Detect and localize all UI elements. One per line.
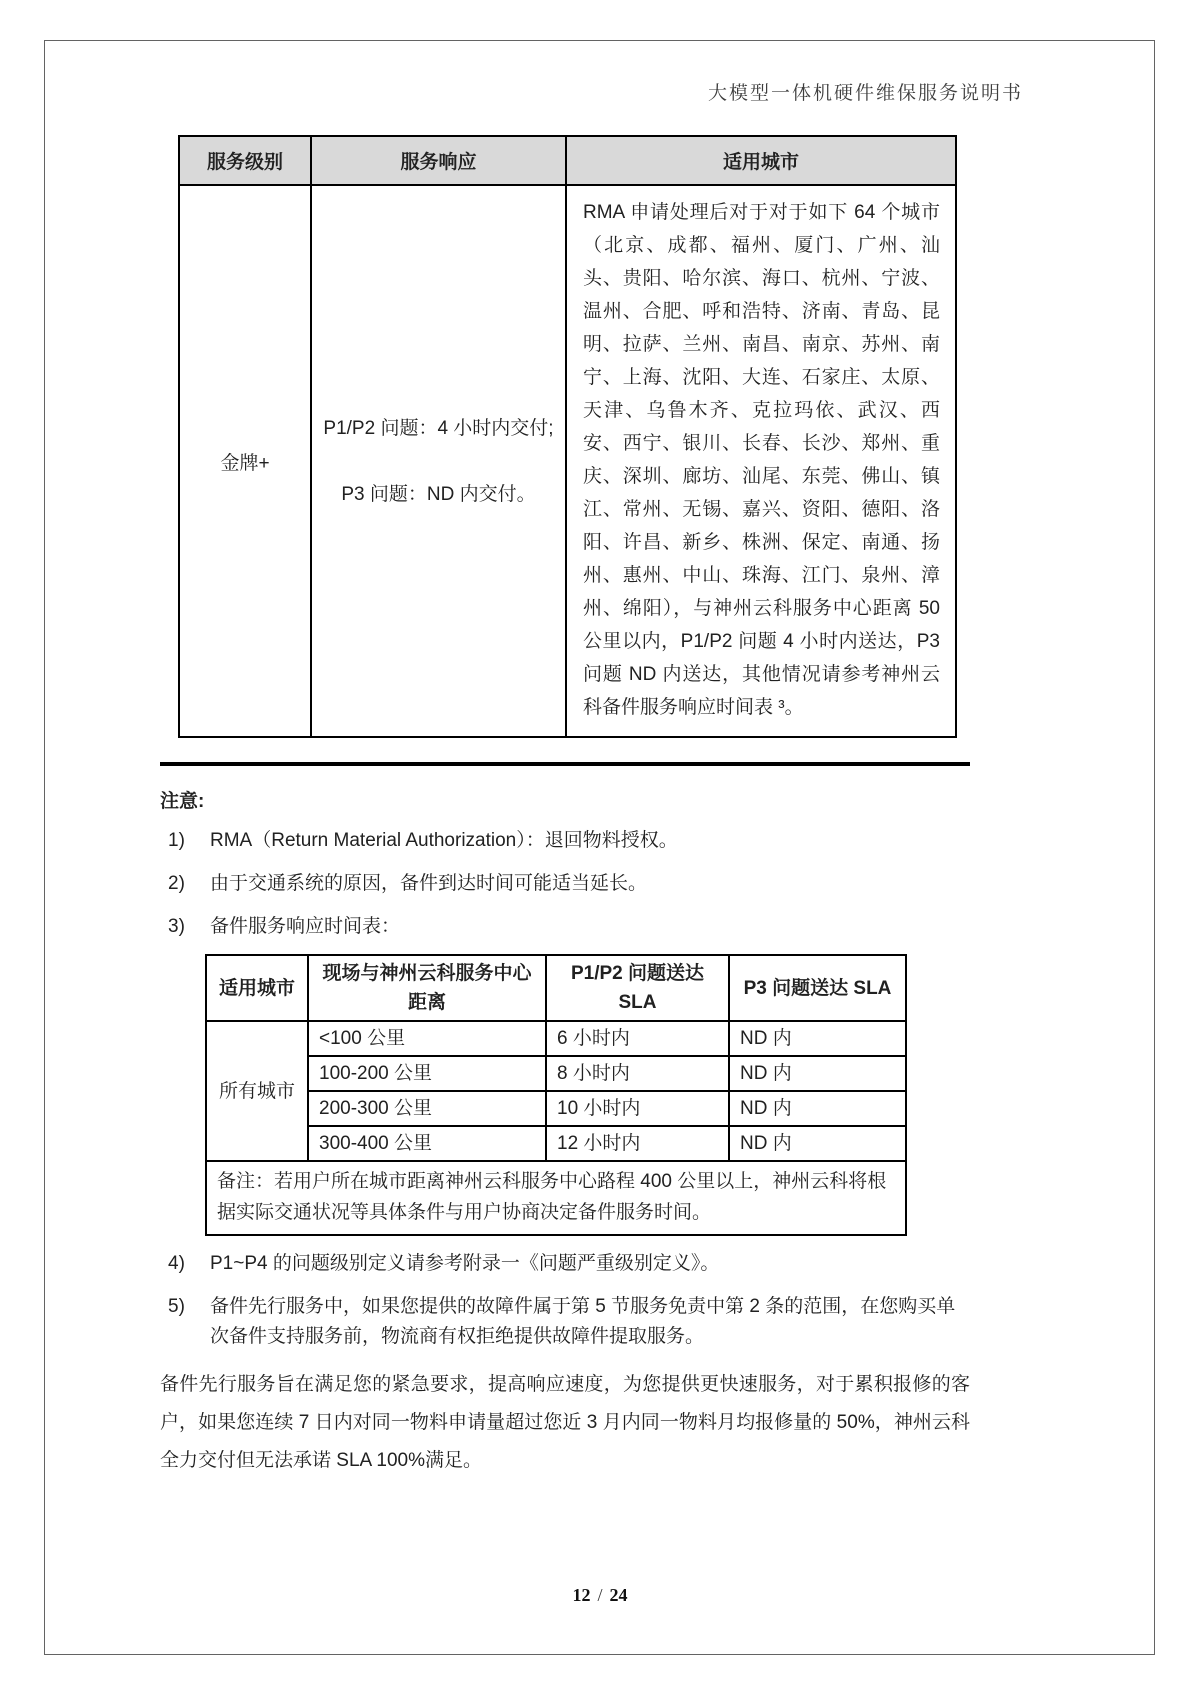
sla-table-header-row xyxy=(206,955,906,1021)
cell-p1p2-sla: 10 小时内 xyxy=(546,1091,729,1126)
cell-remark: 备注：若用户所在城市距离神州云科服务中心路程 400 公里以上，神州云科将根据实际交通状况等具体条件与用户协商决定备件服务时间。 xyxy=(206,1161,906,1235)
closing-paragraph: 备件先行服务旨在满足您的紧急要求，提高响应速度，为您提供更快速服务，对于累积报修的客户，如果您连续 7 日内对同一物料申请量超过您近 3 月内同一物料月均报修量的 50%，神州云科全力交付但无法承诺 SLA 100%满足。 xyxy=(160,1374,970,1471)
cell-p1p2-sla: 8 小时内 xyxy=(546,1056,729,1091)
note-item-3 xyxy=(160,912,970,942)
service-level-table xyxy=(178,135,957,738)
sla-row-3 xyxy=(206,1091,906,1126)
sla-response-table xyxy=(205,954,907,1236)
sla-row-4 xyxy=(206,1126,906,1161)
page-number-footer xyxy=(0,1585,1200,1606)
section-divider-rule xyxy=(160,762,970,766)
cell-p1p2-sla: 6 小时内 xyxy=(546,1021,729,1056)
note-item-1 xyxy=(160,826,970,856)
cell-p1p2-sla: 12 小时内 xyxy=(546,1126,729,1161)
page-number-separator: / xyxy=(597,1585,603,1605)
cell-distance: 200-300 公里 xyxy=(308,1091,546,1126)
note-text: 备件服务响应时间表： xyxy=(210,916,401,937)
cell-distance: 100-200 公里 xyxy=(308,1056,546,1091)
cell-applicable-cities: RMA 申请处理后对于对于如下 64 个城市（北京、成都、福州、厦门、广州、汕头、贵阳、哈尔滨、海口、杭州、宁波、温州、合肥、呼和浩特、济南、青岛、昆明、拉萨、兰州、南昌、南京、苏州、南宁、上海、沈阳、大连、石家庄、太原、天津、乌鲁木齐、克拉玛依、武汉、西安、西宁、银川、长春、长沙、郑州、重庆、深圳、廊坊、汕尾、东莞、佛山、镇江、常州、无锡、嘉兴、资阳、德阳、洛阳、许昌、新乡、株洲、保定、南通、扬州、惠州、中山、珠海、江门、泉州、漳州、绵阳），与神州云科服务中心距离 50 公里以内，P1/P2 问题 4 小时内送达，P3 问题 ND 内送达，其他情况请参考神州云科备件服务响应时间表 ³。 xyxy=(566,185,956,737)
current-page-number: 12 xyxy=(572,1585,591,1605)
cell-distance: <100 公里 xyxy=(308,1021,546,1056)
note-text: 备件先行服务中，如果您提供的故障件属于第 5 节服务免责中第 2 条的范围，在您购买单次备件支持服务前，物流商有权拒绝提供故障件提取服务。 xyxy=(210,1296,956,1347)
cell-service-response xyxy=(311,185,566,737)
header-service-level: 服务级别 xyxy=(179,136,311,185)
cell-service-level: 金牌+ xyxy=(179,185,311,737)
note-text: 由于交通系统的原因，备件到达时间可能适当延长。 xyxy=(210,873,648,894)
sla-row-2 xyxy=(206,1056,906,1091)
sla-header-distance: 现场与神州云科服务中心距离 xyxy=(308,955,546,1021)
service-table-row xyxy=(179,185,956,737)
sla-header-city: 适用城市 xyxy=(206,955,308,1021)
total-page-number: 24 xyxy=(609,1585,628,1605)
sla-row-1 xyxy=(206,1021,906,1056)
note-number: 5) xyxy=(168,1296,185,1317)
cell-p3-sla: ND 内 xyxy=(729,1126,906,1161)
note-number: 3) xyxy=(168,916,185,937)
document-header-title: 大模型一体机硬件维保服务说明书 xyxy=(707,83,1023,104)
note-item-4 xyxy=(160,1249,970,1279)
note-number: 1) xyxy=(168,830,185,851)
header-service-response: 服务响应 xyxy=(311,136,566,185)
response-p1p2: P1/P2 问题：4 小时内交付; xyxy=(323,417,554,439)
cell-p3-sla: ND 内 xyxy=(729,1021,906,1056)
note-text: P1~P4 的问题级别定义请参考附录一《问题严重级别定义》。 xyxy=(210,1253,720,1274)
cell-p3-sla: ND 内 xyxy=(729,1091,906,1126)
service-table-header-row xyxy=(179,136,956,185)
notes-title: 注意: xyxy=(160,791,205,812)
cell-distance: 300-400 公里 xyxy=(308,1126,546,1161)
note-item-5 xyxy=(160,1292,970,1352)
sla-header-p3: P3 问题送达 SLA xyxy=(729,955,906,1021)
cell-city-group: 所有城市 xyxy=(206,1021,308,1161)
response-p3: P3 问题：ND 内交付。 xyxy=(341,483,536,505)
note-text: RMA（Return Material Authorization）：退回物料授权。 xyxy=(210,830,678,851)
cell-p3-sla: ND 内 xyxy=(729,1056,906,1091)
note-number: 4) xyxy=(168,1253,185,1274)
note-item-2 xyxy=(160,869,970,899)
header-applicable-cities: 适用城市 xyxy=(566,136,956,185)
sla-header-p1p2: P1/P2 问题送达 SLA xyxy=(546,955,729,1021)
note-number: 2) xyxy=(168,873,185,894)
page-content xyxy=(160,0,970,1480)
sla-remark-row xyxy=(206,1161,906,1235)
